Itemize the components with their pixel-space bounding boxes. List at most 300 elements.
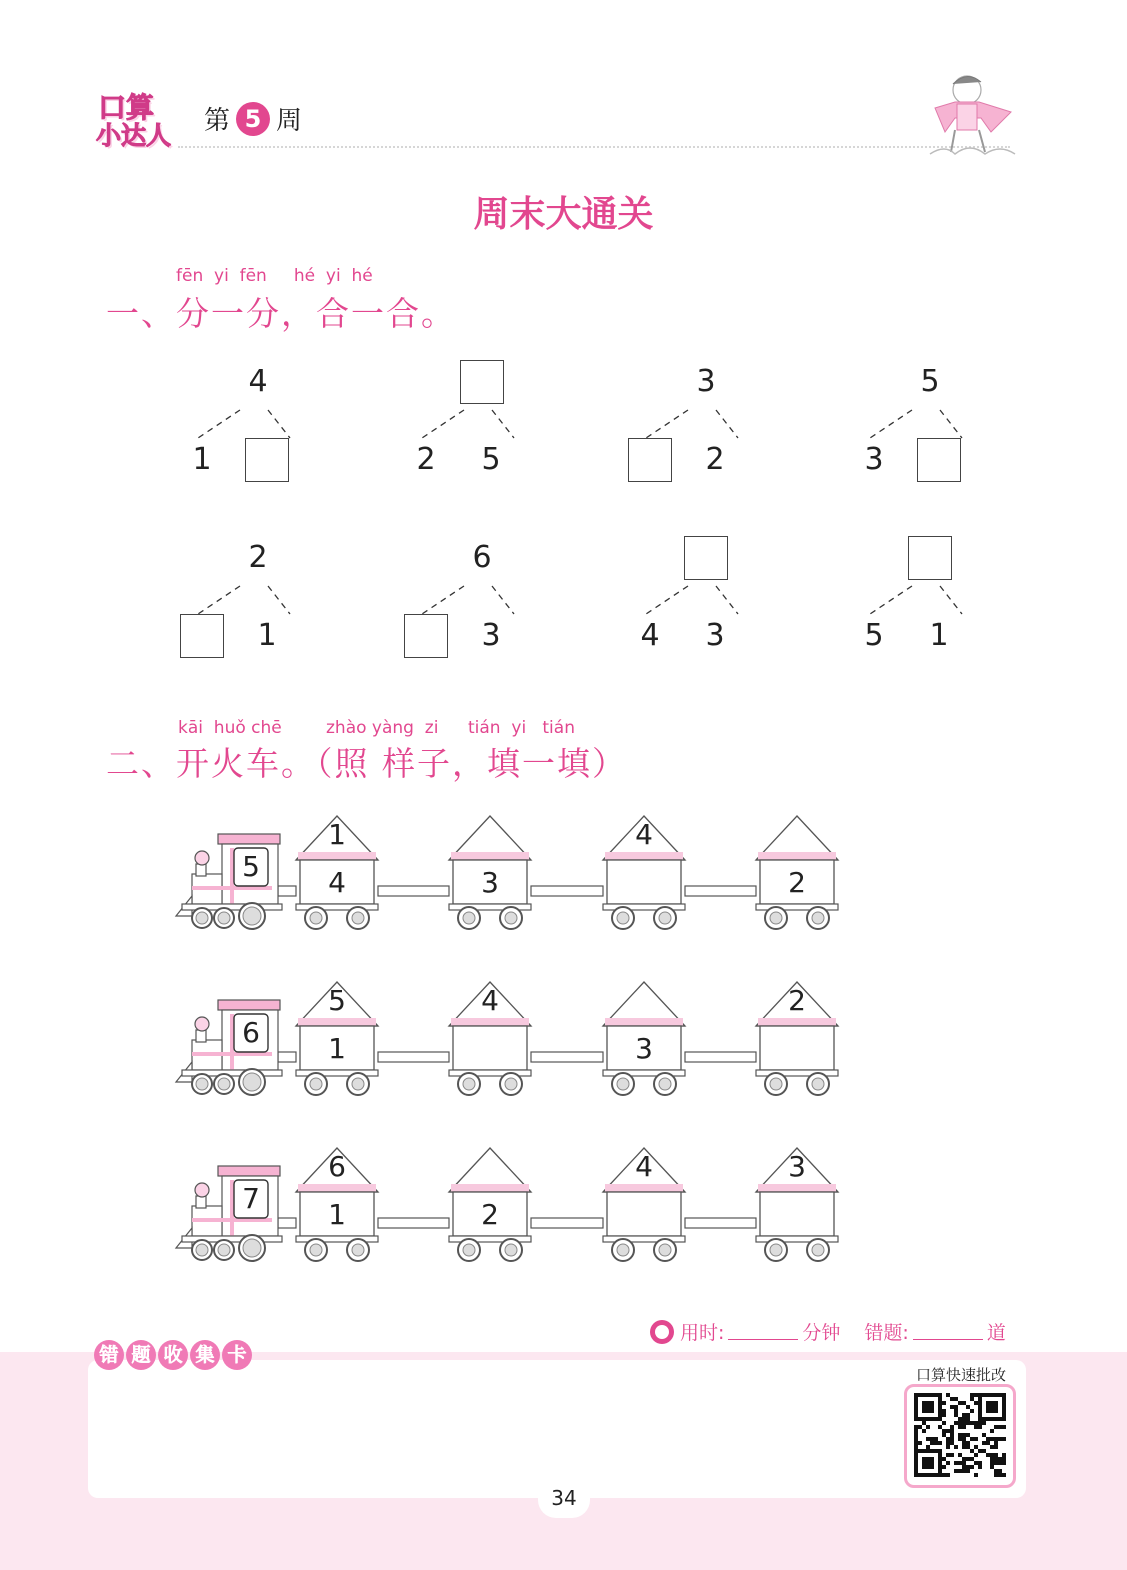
qr-module bbox=[962, 1465, 966, 1469]
qr-section bbox=[902, 1360, 1020, 1492]
car-wheel-hub bbox=[770, 1078, 782, 1090]
qr-module bbox=[966, 1417, 970, 1421]
split-group bbox=[852, 360, 1012, 500]
qr-module bbox=[942, 1429, 946, 1433]
qr-finder bbox=[922, 1457, 934, 1469]
section2-heading: 二、开火车。（照 样子，填一填） bbox=[106, 744, 627, 783]
qr-module bbox=[966, 1421, 970, 1425]
qr-module bbox=[966, 1405, 970, 1409]
train-coupler bbox=[278, 886, 296, 896]
engine-number: 5 bbox=[242, 850, 260, 883]
qr-module bbox=[974, 1437, 978, 1441]
qr-module bbox=[994, 1461, 998, 1465]
qr-module bbox=[914, 1429, 918, 1433]
engine-roof bbox=[218, 1000, 280, 1010]
car-roof-stripe bbox=[451, 1184, 529, 1192]
errors-label: 错题: bbox=[864, 1322, 909, 1344]
logo-line-2: 小达人 bbox=[96, 121, 172, 150]
qr-module bbox=[934, 1441, 938, 1445]
engine-smoke bbox=[195, 1017, 209, 1031]
qr-module bbox=[990, 1465, 994, 1469]
car-roof-stripe bbox=[758, 852, 836, 860]
qr-module bbox=[954, 1421, 958, 1425]
car-wheel-hub bbox=[659, 912, 671, 924]
given-number: 3 bbox=[696, 364, 716, 399]
given-number: 1 bbox=[257, 618, 277, 653]
branch-line bbox=[198, 410, 240, 438]
engine-chimney bbox=[196, 864, 206, 876]
car-wheel-hub bbox=[505, 1244, 517, 1256]
qr-module bbox=[966, 1457, 970, 1461]
qr-module bbox=[970, 1397, 974, 1401]
car-body-number: 1 bbox=[328, 1198, 346, 1231]
qr-module bbox=[922, 1421, 926, 1425]
qr-module bbox=[990, 1429, 994, 1433]
train-row bbox=[172, 808, 852, 938]
split-group bbox=[628, 360, 788, 500]
qr-module bbox=[954, 1469, 958, 1473]
qr-module bbox=[974, 1445, 978, 1449]
qr-module bbox=[962, 1421, 966, 1425]
qr-module bbox=[998, 1457, 1002, 1461]
qr-module bbox=[958, 1453, 962, 1457]
qr-module bbox=[942, 1465, 946, 1469]
qr-label: 口算快速批改 bbox=[915, 1366, 1006, 1384]
engine-number: 7 bbox=[242, 1182, 260, 1215]
qr-module bbox=[994, 1457, 998, 1461]
qr-module bbox=[982, 1433, 986, 1437]
qr-module bbox=[970, 1393, 974, 1397]
engine-roof bbox=[218, 1166, 280, 1176]
answer-box[interactable] bbox=[245, 438, 289, 482]
mistake-card-label bbox=[94, 1340, 252, 1370]
branch-line bbox=[492, 586, 514, 614]
branch-line bbox=[492, 410, 514, 438]
given-number: 5 bbox=[864, 618, 884, 653]
qr-module bbox=[990, 1461, 994, 1465]
qr-module bbox=[962, 1417, 966, 1421]
engine-smoke bbox=[195, 851, 209, 865]
qr-module bbox=[946, 1461, 950, 1465]
qr-finder bbox=[986, 1401, 998, 1413]
qr-module bbox=[966, 1445, 970, 1449]
qr-module bbox=[990, 1445, 994, 1449]
given-number: 4 bbox=[248, 364, 268, 399]
qr-module bbox=[954, 1461, 958, 1465]
branch-line bbox=[716, 410, 738, 438]
given-number: 4 bbox=[640, 618, 660, 653]
answer-box[interactable] bbox=[917, 438, 961, 482]
split-group bbox=[852, 536, 1012, 676]
engine-wheel-hub bbox=[243, 1239, 261, 1257]
car-wheel-hub bbox=[352, 912, 364, 924]
time-unit: 分钟 bbox=[802, 1322, 841, 1344]
engine-chimney bbox=[196, 1030, 206, 1042]
qr-module bbox=[970, 1437, 974, 1441]
car-roof-number: 4 bbox=[481, 984, 499, 1017]
qr-module bbox=[970, 1457, 974, 1461]
qr-module bbox=[950, 1437, 954, 1441]
engine-roof bbox=[218, 834, 280, 844]
qr-module bbox=[942, 1409, 946, 1413]
answer-box[interactable] bbox=[908, 536, 952, 580]
header-divider bbox=[178, 146, 1010, 148]
qr-module bbox=[950, 1441, 954, 1445]
train-drawing bbox=[172, 808, 852, 938]
brand-logo bbox=[96, 86, 178, 152]
car-body bbox=[760, 1026, 834, 1070]
qr-module bbox=[914, 1445, 918, 1449]
qr-module bbox=[942, 1401, 946, 1405]
qr-module bbox=[974, 1461, 978, 1465]
qr-module bbox=[986, 1441, 990, 1445]
given-number: 1 bbox=[929, 618, 949, 653]
qr-module bbox=[958, 1417, 962, 1421]
answer-box[interactable] bbox=[180, 614, 224, 658]
qr-module bbox=[962, 1413, 966, 1417]
qr-module bbox=[962, 1425, 966, 1429]
qr-module bbox=[950, 1405, 954, 1409]
qr-module bbox=[950, 1397, 954, 1401]
car-wheel-hub bbox=[770, 1244, 782, 1256]
qr-module bbox=[966, 1465, 970, 1469]
given-number: 5 bbox=[481, 442, 501, 477]
qr-module bbox=[970, 1421, 974, 1425]
qr-module bbox=[930, 1441, 934, 1445]
car-roof-stripe bbox=[605, 1184, 683, 1192]
given-number: 2 bbox=[416, 442, 436, 477]
qr-module bbox=[994, 1469, 998, 1473]
train-drawing bbox=[172, 1140, 852, 1270]
car-roof-number: 1 bbox=[328, 818, 346, 851]
section2-pinyin-3: tián yi tián bbox=[468, 718, 575, 738]
engine-wheel-hub bbox=[218, 1078, 230, 1090]
train-row bbox=[172, 1140, 852, 1270]
stopwatch-icon bbox=[650, 1320, 674, 1344]
qr-module bbox=[958, 1421, 962, 1425]
branch-line bbox=[716, 586, 738, 614]
qr-module bbox=[1002, 1473, 1006, 1477]
car-wheel-hub bbox=[812, 1244, 824, 1256]
section2-pinyin-1: kāi huǒ chē bbox=[178, 718, 282, 738]
qr-module bbox=[954, 1405, 958, 1409]
car-roof-stripe bbox=[605, 852, 683, 860]
qr-module bbox=[950, 1433, 954, 1437]
car-roof-number: 4 bbox=[635, 1150, 653, 1183]
qr-module bbox=[982, 1449, 986, 1453]
qr-module bbox=[994, 1473, 998, 1477]
car-wheel-hub bbox=[812, 912, 824, 924]
given-number: 6 bbox=[472, 540, 492, 575]
week-suffix: 周 bbox=[276, 106, 303, 136]
car-body-number: 1 bbox=[328, 1032, 346, 1065]
qr-module bbox=[998, 1461, 1002, 1465]
qr-module bbox=[962, 1441, 966, 1445]
qr-module bbox=[938, 1425, 942, 1429]
qr-module bbox=[974, 1473, 978, 1477]
qr-module bbox=[974, 1425, 978, 1429]
branch-line bbox=[268, 410, 290, 438]
qr-module bbox=[986, 1437, 990, 1441]
qr-module bbox=[946, 1393, 950, 1397]
engine-wheel-hub bbox=[243, 1073, 261, 1091]
qr-module bbox=[958, 1401, 962, 1405]
qr-module bbox=[1002, 1425, 1006, 1429]
qr-module bbox=[954, 1413, 958, 1417]
qr-module bbox=[1002, 1457, 1006, 1461]
time-blank[interactable] bbox=[728, 1323, 798, 1340]
qr-module bbox=[942, 1457, 946, 1461]
branch-line bbox=[940, 586, 962, 614]
train-coupler bbox=[378, 886, 449, 896]
qr-module bbox=[978, 1421, 982, 1425]
engine-chimney bbox=[196, 1196, 206, 1208]
qr-module bbox=[938, 1441, 942, 1445]
car-body-number: 2 bbox=[788, 866, 806, 899]
answer-box[interactable] bbox=[460, 360, 504, 404]
engine-wheel-hub bbox=[218, 1244, 230, 1256]
given-number: 2 bbox=[705, 442, 725, 477]
qr-module bbox=[966, 1433, 970, 1437]
qr-module bbox=[982, 1421, 986, 1425]
qr-module bbox=[922, 1429, 926, 1433]
given-number: 5 bbox=[920, 364, 940, 399]
qr-module bbox=[946, 1441, 950, 1445]
car-wheel-hub bbox=[659, 1244, 671, 1256]
qr-module bbox=[994, 1425, 998, 1429]
train-drawing bbox=[172, 974, 852, 1104]
week-prefix: 第 bbox=[204, 106, 231, 136]
given-number: 3 bbox=[705, 618, 725, 653]
branch-line bbox=[646, 586, 688, 614]
qr-module bbox=[994, 1445, 998, 1449]
qr-module bbox=[994, 1441, 998, 1445]
train-row bbox=[172, 974, 852, 1104]
car-roof-stripe bbox=[451, 852, 529, 860]
car-wheel-hub bbox=[352, 1244, 364, 1256]
car-wheel-hub bbox=[463, 1078, 475, 1090]
qr-module bbox=[946, 1429, 950, 1433]
qr-module bbox=[954, 1397, 958, 1401]
qr-module bbox=[962, 1437, 966, 1441]
qr-module bbox=[958, 1461, 962, 1465]
qr-module bbox=[950, 1429, 954, 1433]
car-roof-stripe bbox=[758, 1184, 836, 1192]
qr-module bbox=[1002, 1453, 1006, 1457]
errors-blank[interactable] bbox=[913, 1323, 983, 1340]
page-number: 34 bbox=[538, 1478, 590, 1518]
qr-finder bbox=[922, 1401, 934, 1413]
engine-wheel-hub bbox=[196, 1078, 208, 1090]
train-coupler bbox=[278, 1052, 296, 1062]
logo-line-1: 口算 bbox=[98, 91, 155, 124]
train-coupler bbox=[531, 886, 603, 896]
qr-module bbox=[926, 1437, 930, 1441]
car-wheel-hub bbox=[617, 1244, 629, 1256]
engine-smoke bbox=[195, 1183, 209, 1197]
qr-module bbox=[970, 1409, 974, 1413]
qr-module bbox=[998, 1469, 1002, 1473]
car-wheel-hub bbox=[505, 912, 517, 924]
engine-wheel-hub bbox=[196, 912, 208, 924]
qr-module bbox=[998, 1473, 1002, 1477]
qr-module bbox=[958, 1437, 962, 1441]
car-wheel-hub bbox=[505, 1078, 517, 1090]
section1-heading: 一、分一分，合一合。 bbox=[106, 294, 456, 333]
qr-module bbox=[970, 1449, 974, 1453]
car-roof-number: 2 bbox=[788, 984, 806, 1017]
section1-pinyin: fēn yi fēn hé yi hé bbox=[176, 266, 373, 286]
qr-module bbox=[954, 1445, 958, 1449]
car-roof-stripe bbox=[298, 852, 376, 860]
qr-module bbox=[966, 1413, 970, 1417]
car-roof-stripe bbox=[298, 1184, 376, 1192]
car-wheel-hub bbox=[617, 1078, 629, 1090]
car-roof-stripe bbox=[451, 1018, 529, 1026]
qr-module bbox=[942, 1413, 946, 1417]
qr-module bbox=[978, 1465, 982, 1469]
qr-module bbox=[962, 1469, 966, 1473]
superhero-mascot-icon bbox=[925, 68, 1020, 160]
qr-code-frame[interactable] bbox=[904, 1384, 1016, 1488]
qr-module bbox=[998, 1437, 1002, 1441]
branch-line bbox=[422, 586, 464, 614]
branch-line bbox=[940, 410, 962, 438]
time-label: 用时: bbox=[680, 1322, 725, 1344]
car-body bbox=[607, 860, 681, 904]
car-wheel-hub bbox=[812, 1078, 824, 1090]
car-wheel-hub bbox=[463, 1244, 475, 1256]
answer-box[interactable] bbox=[404, 614, 448, 658]
qr-module bbox=[974, 1421, 978, 1425]
qr-module bbox=[962, 1433, 966, 1437]
branch-line bbox=[198, 586, 240, 614]
car-roof-stripe bbox=[298, 1018, 376, 1026]
qr-module bbox=[914, 1425, 918, 1429]
qr-code-icon bbox=[914, 1393, 1006, 1479]
given-number: 3 bbox=[864, 442, 884, 477]
card-label-char: 卡 bbox=[222, 1340, 252, 1370]
card-label-char: 题 bbox=[126, 1340, 156, 1370]
qr-module bbox=[966, 1441, 970, 1445]
qr-module bbox=[994, 1453, 998, 1457]
qr-module bbox=[978, 1425, 982, 1429]
car-wheel-hub bbox=[770, 912, 782, 924]
qr-module bbox=[978, 1461, 982, 1465]
car-roof-number: 6 bbox=[328, 1150, 346, 1183]
qr-module bbox=[962, 1445, 966, 1449]
car-body-number: 2 bbox=[481, 1198, 499, 1231]
qr-module bbox=[918, 1441, 922, 1445]
branch-line bbox=[870, 410, 912, 438]
qr-module bbox=[990, 1453, 994, 1457]
qr-module bbox=[946, 1437, 950, 1441]
qr-module bbox=[934, 1437, 938, 1441]
qr-module bbox=[950, 1453, 954, 1457]
qr-module bbox=[946, 1453, 950, 1457]
car-wheel-hub bbox=[617, 912, 629, 924]
train-coupler bbox=[278, 1218, 296, 1228]
branch-line bbox=[422, 410, 464, 438]
qr-module bbox=[974, 1453, 978, 1457]
qr-module bbox=[958, 1433, 962, 1437]
answer-box[interactable] bbox=[628, 438, 672, 482]
qr-module bbox=[1002, 1461, 1006, 1465]
branch-line bbox=[268, 586, 290, 614]
given-number: 2 bbox=[248, 540, 268, 575]
car-wheel-hub bbox=[659, 1078, 671, 1090]
qr-module bbox=[942, 1421, 946, 1425]
qr-module bbox=[962, 1457, 966, 1461]
qr-module bbox=[958, 1425, 962, 1429]
qr-module bbox=[958, 1469, 962, 1473]
time-and-errors bbox=[650, 1318, 1006, 1345]
car-wheel-hub bbox=[310, 912, 322, 924]
card-label-char: 收 bbox=[158, 1340, 188, 1370]
train-coupler bbox=[685, 1218, 756, 1228]
qr-module bbox=[942, 1473, 946, 1477]
qr-module bbox=[926, 1425, 930, 1429]
train-coupler bbox=[378, 1052, 449, 1062]
answer-box[interactable] bbox=[684, 536, 728, 580]
qr-module bbox=[942, 1433, 946, 1437]
car-roof-number: 5 bbox=[328, 984, 346, 1017]
qr-module bbox=[966, 1469, 970, 1473]
split-group bbox=[180, 360, 340, 500]
car-body-number: 3 bbox=[481, 866, 499, 899]
qr-module bbox=[978, 1449, 982, 1453]
train-coupler bbox=[378, 1218, 449, 1228]
engine-number: 6 bbox=[242, 1016, 260, 1049]
qr-module bbox=[982, 1441, 986, 1445]
car-wheel-hub bbox=[352, 1078, 364, 1090]
qr-module bbox=[918, 1425, 922, 1429]
qr-module bbox=[990, 1457, 994, 1461]
week-indicator bbox=[204, 100, 302, 137]
car-body bbox=[607, 1192, 681, 1236]
qr-module bbox=[930, 1437, 934, 1441]
car-roof-stripe bbox=[758, 1018, 836, 1026]
qr-module bbox=[914, 1433, 918, 1437]
qr-module bbox=[986, 1453, 990, 1457]
car-body-number: 4 bbox=[328, 866, 346, 899]
split-group bbox=[404, 536, 564, 676]
given-number: 1 bbox=[192, 442, 212, 477]
train-coupler bbox=[531, 1052, 603, 1062]
engine-wheel-hub bbox=[196, 1244, 208, 1256]
week-number-badge: 5 bbox=[236, 102, 270, 136]
qr-module bbox=[998, 1425, 1002, 1429]
qr-module bbox=[914, 1441, 918, 1445]
qr-module bbox=[974, 1401, 978, 1405]
car-body bbox=[453, 1026, 527, 1070]
qr-module bbox=[946, 1445, 950, 1449]
page-title: 周末大通关 bbox=[473, 194, 654, 235]
qr-module bbox=[946, 1473, 950, 1477]
car-roof-number: 3 bbox=[788, 1150, 806, 1183]
engine-wheel-hub bbox=[218, 912, 230, 924]
car-wheel-hub bbox=[310, 1244, 322, 1256]
car-roof-number: 4 bbox=[635, 818, 653, 851]
errors-unit: 道 bbox=[986, 1322, 1006, 1344]
qr-module bbox=[950, 1425, 954, 1429]
branch-line bbox=[646, 410, 688, 438]
split-group bbox=[180, 536, 340, 676]
card-label-char: 集 bbox=[190, 1340, 220, 1370]
qr-module bbox=[962, 1461, 966, 1465]
car-body bbox=[760, 1192, 834, 1236]
qr-module bbox=[990, 1437, 994, 1441]
